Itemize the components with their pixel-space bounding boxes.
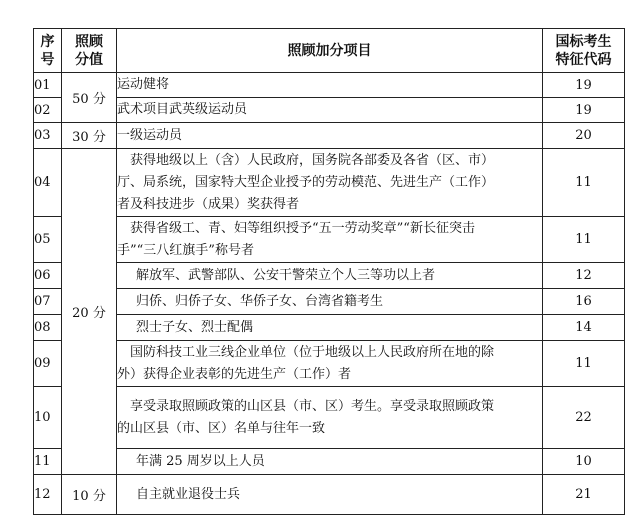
item-cell: 一级运动员 [117,123,543,149]
points-cell: 50 分 [62,73,117,123]
code-cell: 19 [543,73,625,98]
item-line: 外）获得企业表彰的先进生产（工作）者 [117,366,352,382]
points-cell: 10 分 [62,475,117,515]
row-number: 04 [34,149,62,217]
header-no-line2: 号 [40,51,55,68]
row-number: 09 [34,341,62,387]
bonus-points-table [33,28,625,515]
table-row [34,315,625,341]
item-line: 国防科技工业三线企业单位（位于地级以上人民政府所在地的除 [130,344,495,360]
table-row [34,73,625,98]
points-cell: 20 分 [62,149,117,475]
table-row [34,475,625,515]
header-points-line1: 照顾 [75,33,103,50]
points-cell: 30 分 [62,123,117,149]
row-number: 12 [34,475,62,515]
table-row [34,98,625,123]
item-cell: 运动健将 [117,73,543,98]
table-row [34,263,625,289]
item-line: 厅、局系统，国家特大型企业授予的劳动模范、先进生产（工作） [117,174,495,190]
table-row [34,341,625,387]
header-points-line2: 分值 [75,51,103,68]
row-number: 01 [34,73,62,98]
code-cell: 11 [543,217,625,263]
item-cell [117,341,543,387]
header-no [34,29,62,73]
item-cell [117,217,543,263]
item-line: 获得地级以上（含）人民政府，国务院各部委及各省（区、市） [130,152,495,168]
code-cell: 11 [543,341,625,387]
header-item: 照顾加分项目 [117,29,543,73]
item-cell: 烈士子女、烈士配偶 [117,315,543,341]
header-points [62,29,117,73]
row-number: 03 [34,123,62,149]
code-cell: 16 [543,289,625,315]
item-line: 获得省级工、青、妇等组织授予“五一劳动奖章”“新长征突击 [130,220,475,236]
item-cell: 自主就业退役士兵 [117,475,543,515]
table-row [34,449,625,475]
code-cell: 14 [543,315,625,341]
header-no-line1: 序 [40,33,55,50]
header-code-line2: 特征代码 [555,51,612,68]
code-cell: 19 [543,98,625,123]
code-cell: 21 [543,475,625,515]
table-row [34,217,625,263]
code-cell: 10 [543,449,625,475]
code-cell: 22 [543,387,625,449]
item-line: 手”“三八红旗手”称号者 [117,242,254,258]
header-code-line1: 国标考生 [555,33,612,50]
item-cell: 年满 25 周岁以上人员 [117,449,543,475]
code-cell: 11 [543,149,625,217]
row-number: 05 [34,217,62,263]
item-line: 者及科技进步（成果）奖获得者 [117,196,300,212]
item-line: 的山区县（市、区）名单与往年一致 [117,420,326,436]
table-row [34,289,625,315]
row-number: 10 [34,387,62,449]
item-cell: 归侨、归侨子女、华侨子女、台湾省籍考生 [117,289,543,315]
row-number: 06 [34,263,62,289]
item-line: 享受录取照顾政策的山区县（市、区）考生。享受录取照顾政策 [130,398,495,414]
row-number: 07 [34,289,62,315]
code-cell: 20 [543,123,625,149]
header-row [34,29,625,73]
table-row [34,123,625,149]
table-row [34,387,625,449]
header-code [543,29,625,73]
code-cell: 12 [543,263,625,289]
table-row [34,149,625,217]
row-number: 02 [34,98,62,123]
item-cell: 解放军、武警部队、公安干警荣立个人三等功以上者 [117,263,543,289]
item-cell: 武术项目武英级运动员 [117,98,543,123]
item-cell [117,149,543,217]
row-number: 11 [34,449,62,475]
item-cell [117,387,543,449]
row-number: 08 [34,315,62,341]
